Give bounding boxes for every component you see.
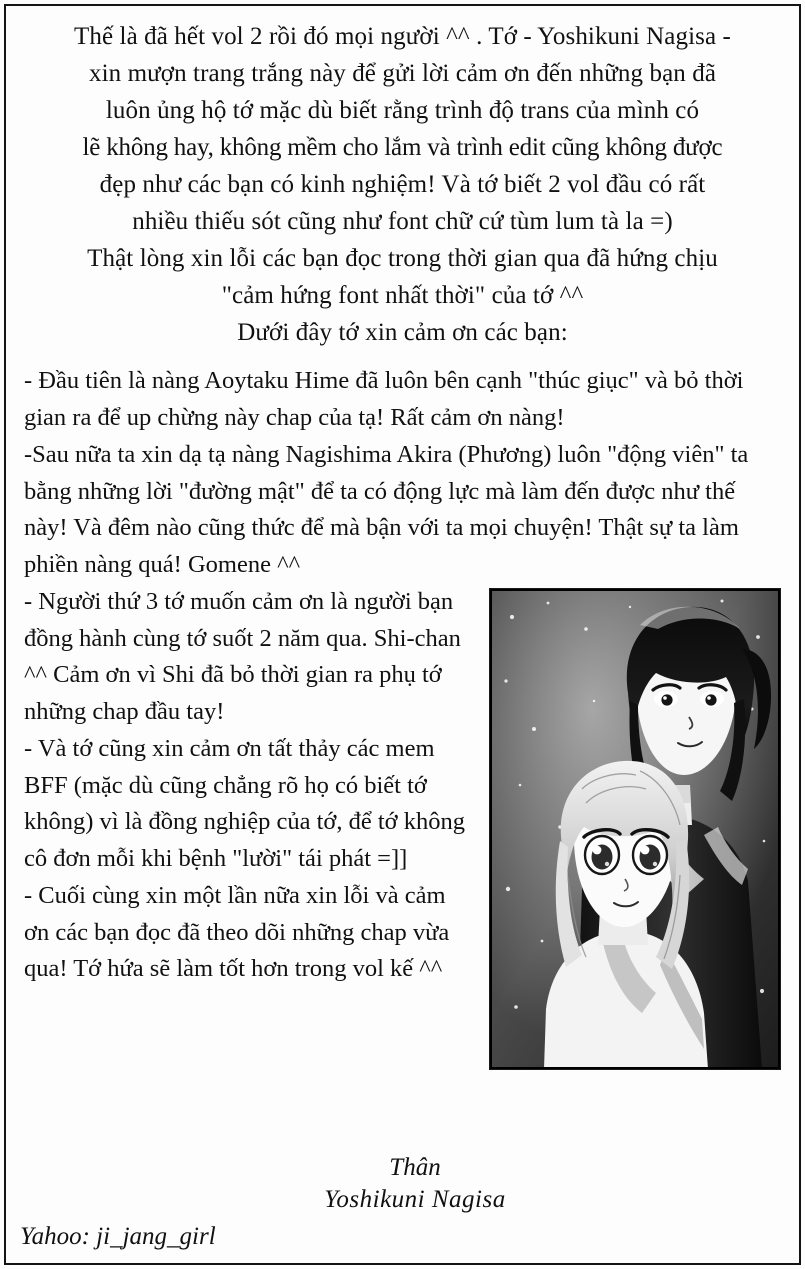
intro-line: lẽ không hay, không mềm cho lắm và trình edit cũng không được bbox=[82, 134, 723, 161]
intro-line: xin mượn trang trắng này để gửi lời cảm ơn đến những bạn đã bbox=[88, 60, 717, 87]
intro-line: nhiều thiếu sót cũng như font chữ cứ tùm lum tà la =) bbox=[132, 208, 673, 235]
manga-artwork-illustration bbox=[490, 589, 780, 1069]
thanks-block bbox=[24, 363, 781, 1076]
thanks-paragraph-1: - Đầu tiên là nàng Aoytaku Hime đã luôn bên cạnh "thúc giục" và bỏ thời gian ra để up chừng này chap của tạ! Rất cảm ơn nàng! bbox=[24, 367, 744, 431]
art-female-figure bbox=[544, 761, 708, 1069]
page-content bbox=[14, 12, 791, 1253]
thanks-paragraph-5: - Cuối cùng xin một lần nữa xin lỗi và cảm ơn các bạn đọc đã theo dõi những chap vừa qua! Tớ hứa sẽ làm tốt hơn trong vol kế ^^ bbox=[24, 882, 450, 982]
signature-name: Yoshikuni Nagisa bbox=[324, 1186, 506, 1213]
signature-block bbox=[300, 1153, 530, 1217]
intro-block bbox=[24, 18, 781, 351]
intro-line: Dưới đây tớ xin cảm ơn các bạn: bbox=[237, 319, 568, 346]
intro-line: "cảm hứng font nhất thời" của tớ ^^ bbox=[221, 282, 584, 309]
thanks-paragraph-3: - Người thứ 3 tớ muốn cảm ơn là người bạn đồng hành cùng tớ suốt 2 năm qua. Shi-chan ^^ Cảm ơn vì Shi đã bỏ thời gian ra phụ tớ những chap đầu tay! bbox=[24, 588, 461, 725]
intro-line: Thế là đã hết vol 2 rồi đó mọi người ^^ . Tớ - Yoshikuni Nagisa - bbox=[74, 23, 731, 50]
contact-line: Yahoo: ji_jang_girl bbox=[20, 1223, 216, 1250]
thanks-paragraph-4: - Và tớ cũng xin cảm ơn tất thảy các mem BFF (mặc dù cũng chẳng rõ họ có biết tớ không) vì là đồng nghiệp của tớ, để tớ không cô đơn mỗi khi bệnh "lười" tái phát =]] bbox=[24, 735, 465, 872]
thanks-paragraph-2: -Sau nữa ta xin dạ tạ nàng Nagishima Akira (Phương) luôn "động viên" ta bằng những lời "đường mật" để ta có động lực mà làm đến được như thế này! Và đêm nào cũng thức để mà bận với ta mọi chuyện! Thật sự ta làm phiền nàng quá! Gomene ^^ bbox=[24, 441, 749, 578]
signature-closing: Thân bbox=[389, 1154, 441, 1181]
intro-line: Thật lòng xin lỗi các bạn đọc trong thời gian qua đã hứng chịu bbox=[87, 245, 718, 272]
intro-line: luôn ủng hộ tớ mặc dù biết rằng trình độ trans của mình có bbox=[105, 97, 700, 124]
manga-artwork bbox=[489, 588, 781, 1070]
intro-line: đẹp như các bạn có kinh nghiệm! Và tớ biết 2 vol đầu có rất bbox=[99, 171, 706, 198]
